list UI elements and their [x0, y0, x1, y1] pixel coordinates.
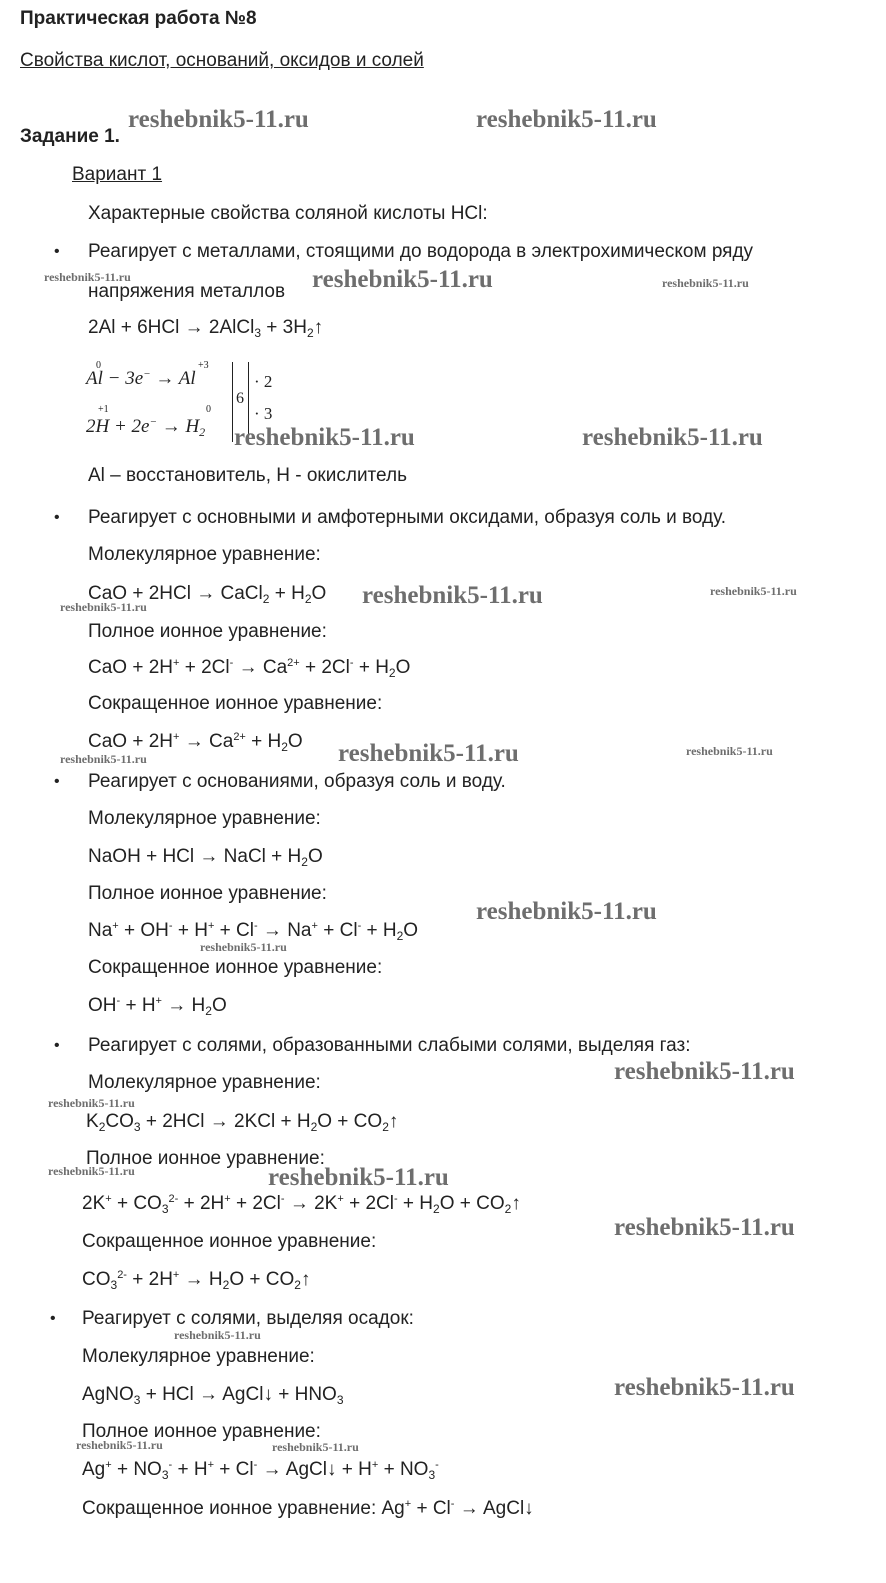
- sec3-full-equation: $Na^+ + OH^- + H^+ + Cl^- \to Na^+ + Cl^- + H_2O$: [88, 920, 419, 943]
- watermark: reshebnik5-11.ru: [338, 740, 519, 767]
- watermark: reshebnik5-11.ru: [174, 1328, 261, 1342]
- oxidation-state: 0: [96, 360, 101, 371]
- sec3-short-label: Сокращенное ионное уравнение:: [88, 957, 383, 978]
- sec3-full-label: Полное ионное уравнение:: [88, 883, 327, 904]
- watermark: reshebnik5-11.ru: [48, 1096, 135, 1110]
- sec5-bullet-text: Реагирует с солями, выделяя осадок:: [82, 1308, 414, 1329]
- sec4-full-equation: $2K^+ + CO_3^{2-} + 2H^+ + 2Cl^- \to 2K^+ + 2Cl^- + H_2O$ + $CO_2↑$: [82, 1193, 521, 1216]
- oxidation-state: +3: [198, 360, 209, 371]
- watermark: reshebnik5-11.ru: [582, 424, 763, 451]
- sec1-bullet-text-cont: напряжения металлов: [88, 281, 286, 302]
- sec3-mol-label: Молекулярное уравнение:: [88, 808, 321, 829]
- sec5-full-equation: $Ag^+ + NO_3^- + H^+ + Cl^-$ → AgCl↓ + $H^+ + NO_3^-$: [82, 1459, 439, 1482]
- watermark: reshebnik5-11.ru: [614, 1214, 795, 1241]
- watermark: reshebnik5-11.ru: [312, 266, 493, 293]
- sec2-full-label: Полное ионное уравнение:: [88, 621, 327, 642]
- page-subtitle: Свойства кислот, оснований, оксидов и солей: [20, 50, 424, 71]
- sec4-mol-label: Молекулярное уравнение:: [88, 1072, 321, 1093]
- sec2-bullet-text: Реагирует с основными и амфотерными оксидами, образуя соль и воду.: [88, 507, 727, 528]
- watermark: reshebnik5-11.ru: [362, 582, 543, 609]
- sec2-short-label: Сокращенное ионное уравнение:: [88, 693, 383, 714]
- page-title: Практическая работа №8: [20, 8, 257, 29]
- watermark: reshebnik5-11.ru: [128, 106, 309, 133]
- common-multiple: 6: [236, 390, 244, 407]
- watermark: reshebnik5-11.ru: [76, 1438, 163, 1452]
- sec5-mol-label: Молекулярное уравнение:: [82, 1346, 315, 1367]
- bullet-icon: •: [54, 773, 60, 790]
- watermark: reshebnik5-11.ru: [614, 1374, 795, 1401]
- oxidation-state: +1: [98, 404, 109, 415]
- bullet-icon: •: [50, 1310, 56, 1327]
- bullet-icon: •: [54, 243, 60, 260]
- watermark: reshebnik5-11.ru: [48, 1164, 135, 1178]
- sec2-mol-label: Молекулярное уравнение:: [88, 544, 321, 565]
- sec1-bullet-text: Реагирует с металлами, стоящими до водорода в электрохимическом ряду: [88, 241, 754, 262]
- sec4-short-equation: $CO_3^{2-} + 2H^+ \to H_2O$ + $CO_2↑$: [82, 1269, 311, 1292]
- watermark: reshebnik5-11.ru: [476, 898, 657, 925]
- watermark: reshebnik5-11.ru: [200, 940, 287, 954]
- watermark: reshebnik5-11.ru: [710, 584, 797, 598]
- redox-row-1: Al − 3e− → Al: [86, 368, 196, 389]
- sec2-short-equation: CaO + $2H^+ \to Ca^{2+} + H_2O$: [88, 731, 303, 754]
- oxidation-state: 0: [206, 404, 211, 415]
- variant-heading: Вариант 1: [72, 164, 163, 185]
- sec1-conclusion: Al – восстановитель, H - окислитель: [88, 465, 407, 486]
- bullet-icon: •: [54, 509, 60, 526]
- sec4-mol-equation: $K_2CO_3 + 2HCl \to 2KCl + H_2O$ + $CO_2↑$: [86, 1111, 399, 1134]
- watermark: reshebnik5-11.ru: [662, 276, 749, 290]
- watermark: reshebnik5-11.ru: [60, 600, 147, 614]
- watermark: reshebnik5-11.ru: [268, 1164, 449, 1191]
- sec1-equation: 2Al + 6HCl → 2AlCl$_3$ + $3H_2↑$: [88, 317, 324, 340]
- sec5-short-equation: Сокращенное ионное уравнение: Ag+ + Cl- → AgCl↓: [82, 1498, 534, 1519]
- sec2-full-equation: CaO + $2H^+ + 2Cl^- \to Ca^{2+} + 2Cl^- + H_2O$: [88, 657, 411, 680]
- watermark: reshebnik5-11.ru: [44, 270, 131, 284]
- watermark: reshebnik5-11.ru: [614, 1058, 795, 1085]
- sec5-full-label: Полное ионное уравнение:: [82, 1421, 321, 1442]
- balance-divider: [232, 362, 233, 442]
- sec4-bullet-text: Реагирует с солями, образованными слабыми солями, выделяя газ:: [88, 1035, 691, 1056]
- watermark: reshebnik5-11.ru: [476, 106, 657, 133]
- sec4-short-label: Сокращенное ионное уравнение:: [82, 1231, 377, 1252]
- watermark: reshebnik5-11.ru: [234, 424, 415, 451]
- bullet-icon: •: [54, 1037, 60, 1054]
- sec3-short-equation: $OH^- + H^+ \to H_2O$: [88, 995, 227, 1018]
- sec5-mol-equation: AgNO$_3$ + HCl → AgCl↓ + $HNO_3$: [82, 1384, 344, 1407]
- watermark: reshebnik5-11.ru: [60, 752, 147, 766]
- sec3-bullet-text: Реагирует с основаниями, образуя соль и воду.: [88, 771, 506, 792]
- sec3-mol-equation: NaOH + HCl → NaCl + $H_2O$: [88, 846, 323, 869]
- watermark: reshebnik5-11.ru: [686, 744, 773, 758]
- watermark: reshebnik5-11.ru: [272, 1440, 359, 1454]
- intro-text: Характерные свойства соляной кислоты HCl:: [88, 203, 488, 224]
- redox-multiplier: · 3: [254, 404, 273, 423]
- sec2-mol-equation: CaO + 2HCl → CaCl$_2$ + $H_2O$: [88, 583, 327, 606]
- redox-row-2: $2H + 2e^- \to H_2$: [86, 416, 206, 439]
- redox-multiplier: · 2: [254, 372, 273, 391]
- task-heading: Задание 1.: [20, 126, 120, 147]
- sec4-full-label: Полное ионное уравнение:: [86, 1148, 325, 1169]
